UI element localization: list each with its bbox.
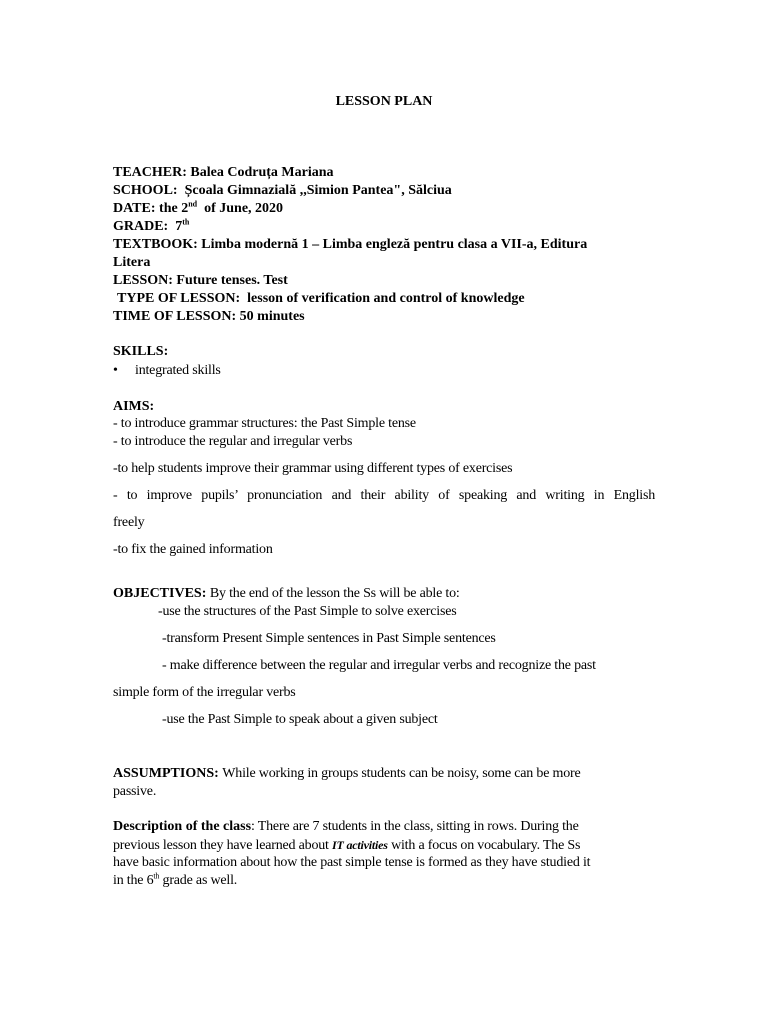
bullet-icon: • <box>113 363 118 378</box>
description-text-2a: previous lesson they have learned about <box>113 838 333 853</box>
description-text-4b: grade as well. <box>159 873 238 888</box>
grade-value: 7 <box>175 219 183 234</box>
time-label: TIME OF LESSON: <box>113 309 237 324</box>
school-value: Școala Gimnazială ,,Simion Pantea", Sălciua <box>184 183 452 198</box>
school-line <box>113 182 658 200</box>
school-label: SCHOOL: <box>113 183 178 198</box>
aims-heading: AIMS: <box>113 399 155 414</box>
description-line-4 <box>113 872 658 890</box>
time-line <box>113 308 658 326</box>
teacher-line <box>113 164 658 182</box>
grade-label: GRADE: <box>113 219 169 234</box>
date-sup: nd <box>188 199 198 209</box>
assumptions-text-2: passive. <box>113 784 157 799</box>
objective-item-continuation: simple form of the irregular verbs <box>113 685 296 700</box>
lesson-value: Future tenses. Test <box>176 273 288 288</box>
aim-item: -to help students improve their grammar using different types of exercises <box>113 461 513 476</box>
objective-item: -transform Present Simple sentences in Past Simple sentences <box>162 631 496 646</box>
teacher-value: Balea Codruța Mariana <box>190 165 334 180</box>
lesson-label: LESSON: <box>113 273 173 288</box>
description-text-2b: with a focus on vocabulary. The Ss <box>387 838 581 853</box>
type-line <box>117 290 658 308</box>
aim-item-continuation: freely <box>113 515 145 530</box>
grade-line <box>113 218 658 236</box>
textbook-value: Limba modernă 1 – Limba engleză pentru clasa a VII-a, Editura <box>201 237 588 252</box>
aim-item: -to fix the gained information <box>113 542 273 557</box>
aim-item: - to introduce the regular and irregular verbs <box>113 434 353 449</box>
lesson-line <box>113 272 658 290</box>
description-text: : There are 7 students in the class, sitting in rows. During the <box>251 819 579 834</box>
objective-item: -use the Past Simple to speak about a given subject <box>162 712 438 727</box>
description-line-3: have basic information about how the past simple tense is formed as they have studied it <box>113 855 591 870</box>
aim-item: - to improve pupils’ pronunciation and their ability of speaking and writing in English <box>113 488 655 503</box>
date-line <box>113 200 658 218</box>
description-sup: th <box>153 871 160 881</box>
description-emphasis: IT activities <box>332 838 388 852</box>
time-value: 50 minutes <box>239 309 305 324</box>
description-line <box>113 818 658 836</box>
objectives-heading: OBJECTIVES: <box>113 586 207 601</box>
textbook-label: TEXTBOOK: <box>113 237 198 252</box>
textbook-line-2: Litera <box>113 255 151 270</box>
assumptions-line <box>113 765 658 783</box>
textbook-line <box>113 236 658 254</box>
page-title: LESSON PLAN <box>335 94 433 109</box>
date-label: DATE: <box>113 201 156 216</box>
description-heading: Description of the class <box>113 819 252 834</box>
aim-item: - to introduce grammar structures: the Past Simple tense <box>113 416 416 431</box>
date-pre: the 2 <box>159 201 189 216</box>
date-post: of June, 2020 <box>204 201 284 216</box>
objective-item: -use the structures of the Past Simple to solve exercises <box>158 604 457 619</box>
objective-item: - make difference between the regular and irregular verbs and recognize the past <box>162 658 596 673</box>
objectives-intro: By the end of the lesson the Ss will be able to: <box>209 586 460 601</box>
teacher-label: TEACHER: <box>113 165 187 180</box>
skills-item: integrated skills <box>135 363 221 378</box>
skills-heading: SKILLS: <box>113 344 169 359</box>
assumptions-heading: ASSUMPTIONS: <box>113 766 219 781</box>
objectives-line <box>113 585 658 603</box>
assumptions-text: While working in groups students can be noisy, some can be more <box>222 766 581 781</box>
type-value: lesson of verification and control of knowledge <box>247 291 525 306</box>
type-label: TYPE OF LESSON: <box>117 291 241 306</box>
description-line-2 <box>113 836 658 855</box>
grade-sup: th <box>182 217 190 227</box>
description-text-4a: in the 6 <box>113 873 154 888</box>
